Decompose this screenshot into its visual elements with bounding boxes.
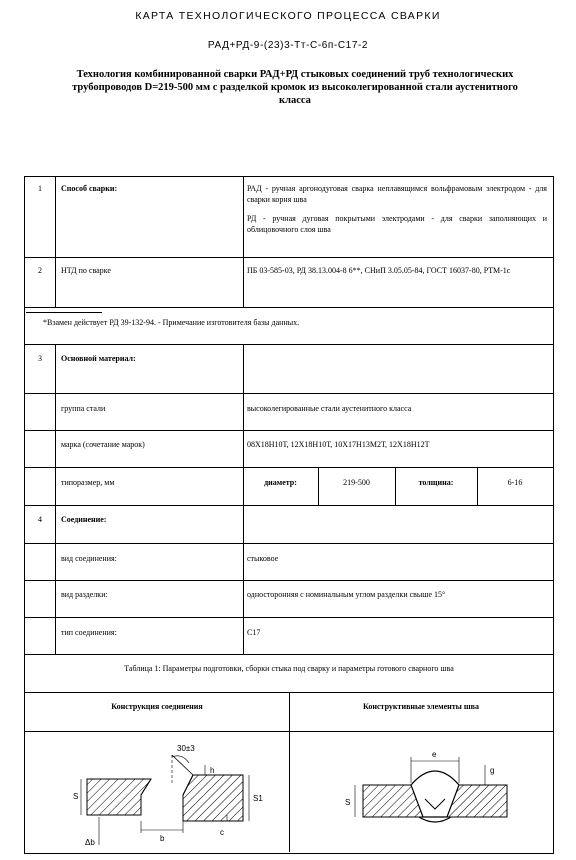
thickness-label: толщина:	[418, 478, 454, 487]
steel-group-label: группа стали	[61, 404, 106, 413]
e-dimension-label: e	[432, 750, 437, 759]
joint-kind-label: вид соединения:	[61, 554, 117, 563]
table1-col1-header: Конструкция соединения	[111, 702, 203, 711]
angle-dimension-label: 30±3	[177, 744, 195, 753]
steel-grade-label: марка (сочетание марок)	[61, 440, 145, 449]
row3-number: 3	[38, 354, 42, 363]
process-table	[24, 176, 554, 854]
card-code: РАД+РД-9-(23)3-Тт-С-6п-С17-2	[207, 40, 369, 51]
joint-construction-drawing	[73, 735, 277, 851]
row3-label: Основной материал:	[61, 354, 136, 363]
c-dimension-label: c	[220, 828, 224, 837]
b-dimension-label: b	[160, 834, 165, 843]
diameter-value: 219-500	[343, 478, 370, 487]
row1-label: Способ сварки:	[61, 184, 118, 193]
table1-caption: Таблица 1: Параметры подготовки, сборки стыка под сварку и параметры готового сварного шва	[124, 664, 454, 673]
joint-kind-value: стыковое	[247, 554, 279, 563]
thickness-value: 6-16	[507, 478, 523, 487]
card-subtitle: Технология комбинированной сварки РАД+РД стыковых соединений труб технологических трубопроводов D=219-500 мм с разделкой кромок из высоколегированной стали аустенитного класса	[72, 69, 518, 106]
row2-label: НТД по сварке	[61, 266, 111, 275]
size-label: типоразмер, мм	[61, 478, 115, 487]
card-title: КАРТА ТЕХНОЛОГИЧЕСКОГО ПРОЦЕССА СВАРКИ	[135, 10, 441, 22]
bevel-value: односторонняя с номинальным углом разделки свыше 15°	[247, 590, 446, 599]
g-dimension-label: g	[490, 766, 495, 775]
row2-number: 2	[38, 266, 42, 275]
row1-value-rad: РАД - ручная аргонодуговая сварка неплавящимся вольфрамовым электродом - для сварки корня шва	[247, 184, 547, 204]
row4-label: Соединение:	[61, 515, 107, 524]
row2-value: ПБ 03-585-03, РД 38.13.004-8 6**, СНиП 3.05.05-84, ГОСТ 16037-80, РТМ-1с	[247, 266, 511, 275]
s-dimension-label: S	[73, 792, 79, 801]
weld-elements-drawing	[335, 735, 535, 851]
delta-b-label: Δb	[85, 838, 95, 847]
joint-type-value: С17	[247, 628, 261, 637]
h-dimension-label: h	[210, 766, 215, 775]
bevel-label: вид разделки:	[61, 590, 108, 599]
footnote: *Взамен действует РД 39-132-94. - Примечание изготовителя базы данных.	[43, 318, 300, 327]
row1-value-rd: РД - ручная дуговая покрытыми электродами - для сварки заполняющих и облицовочного слоя шва	[247, 214, 547, 234]
row1-number: 1	[38, 184, 42, 193]
steel-group-value: высоколегированные стали аустенитного класса	[247, 404, 412, 413]
table1-col2-header: Конструктивные элементы шва	[362, 702, 480, 711]
diameter-label: диаметр:	[264, 478, 297, 487]
s-weld-dimension-label: S	[345, 798, 351, 807]
joint-type-label: тип соединения:	[61, 628, 117, 637]
steel-grade-value: 08Х18Н10Т, 12Х18Н10Т, 10Х17Н13М2Т, 12Х18Н12Т	[247, 440, 430, 449]
row4-number: 4	[38, 515, 42, 524]
s1-dimension-label: S1	[253, 794, 263, 803]
